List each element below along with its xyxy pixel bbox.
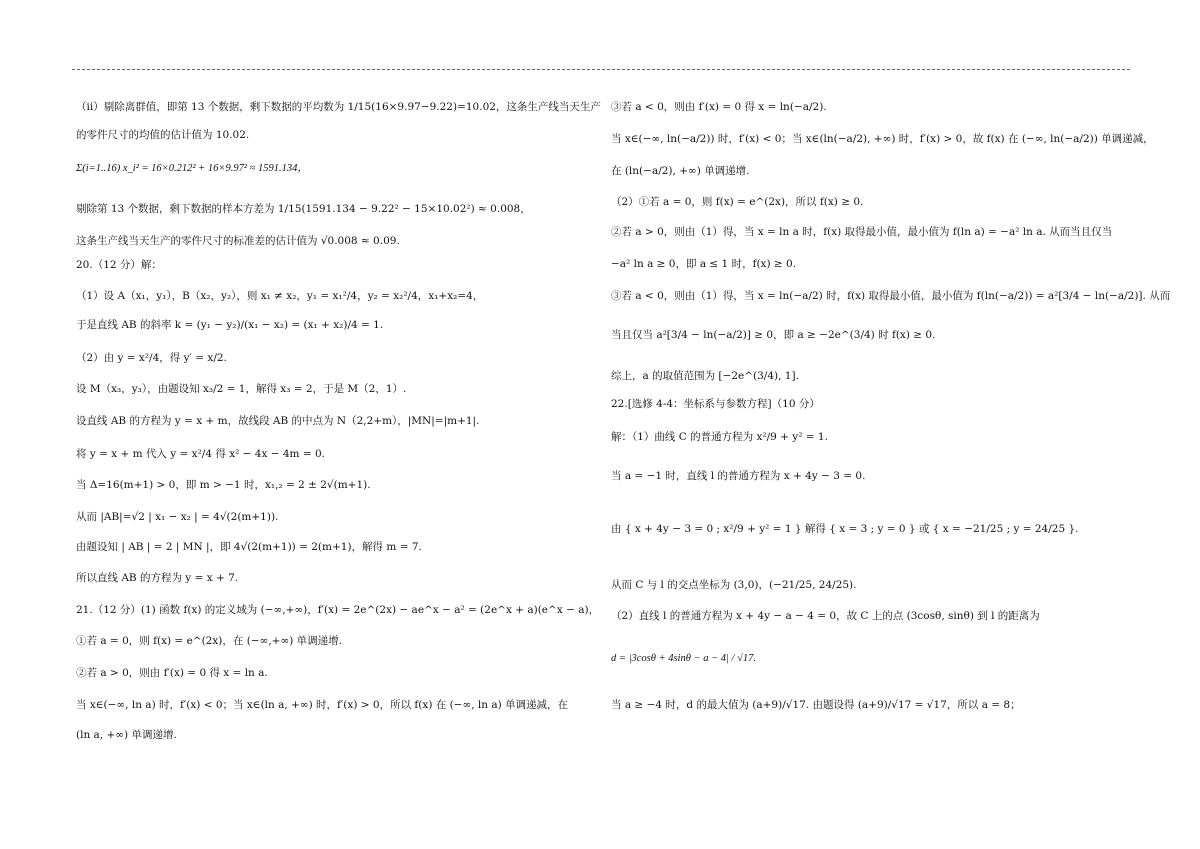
header-divider [72,69,1130,70]
left-line-15: 由题设知 | AB | = 2 | MN |，即 4√(2(m+1)) = 2(m+1)，解得 m = 7. [76,541,422,553]
right-line-3: 在 (ln(−a/2), +∞) 单调递增. [611,165,750,177]
left-line-11: 设直线 AB 的方程为 y = x + m，故线段 AB 的中点为 N（2,2+m），|MN|=|m+1|. [76,415,480,427]
left-line-8: 于是直线 AB 的斜率 k = (y₁ − y₂)/(x₁ − x₂) = (x₁ + x₂)/4 = 1. [76,319,384,331]
left-line-5: 这条生产线当天生产的零件尺寸的标准差的估计值为 √0.008 ≈ 0.09. [76,235,400,247]
left-line-20: 当 x∈(−∞, ln a) 时，f′(x) < 0；当 x∈(ln a, +∞) 时，f′(x) > 0，所以 f(x) 在 (−∞, ln a) 单调递减，在 [76,699,569,711]
left-line-16: 所以直线 AB 的方程为 y = x + 7. [76,572,239,584]
right-line-14: 从而 C 与 l 的交点坐标为 (3,0)，(−21/25, 24/25). [611,579,857,591]
right-line-1: ③若 a < 0，则由 f′(x) = 0 得 x = ln(−a/2). [611,101,827,113]
right-line-11: 解：（1）曲线 C 的普通方程为 x²/9 + y² = 1. [611,431,828,443]
right-line-8: 当且仅当 a²[3/4 − ln(−a/2)] ≥ 0，即 a ≥ −2e^(3/4) 时 f(x) ≥ 0. [611,329,936,341]
left-line-18: ①若 a = 0，则 f(x) = e^(2x)，在 (−∞,+∞) 单调递增. [76,635,343,647]
right-line-7: ③若 a < 0，则由（1）得，当 x = ln(−a/2) 时，f(x) 取得最小值，最小值为 f(ln(−a/2)) = a²[3/4 − ln(−a/2)]. 从而 [611,290,1171,302]
left-line-6: 20.（12 分）解： [76,259,162,271]
left-line-17: 21.（12 分）(1) 函数 f(x) 的定义域为 (−∞,+∞)，f′(x) = 2e^(2x) − ae^x − a² = (2e^x + a)(e^x − a)， [76,604,600,616]
left-line-10: 设 M（x₃，y₃），由题设知 x₃/2 = 1，解得 x₃ = 2，于是 M（2，1）. [76,383,407,395]
left-line-9: （2）由 y = x²/4，得 y′ = x/2. [76,352,227,364]
right-line-15: （2）直线 l 的普通方程为 x + 4y − a − 4 = 0，故 C 上的点 (3cosθ, sinθ) 到 l 的距离为 [611,610,1040,622]
right-line-10: 22.[选修 4-4：坐标系与参数方程]（10 分） [611,398,820,410]
right-line-9: 综上，a 的取值范围为 [−2e^(3/4), 1]. [611,370,799,382]
right-line-16: d = |3cosθ + 4sinθ − a − 4| / √17. [611,653,756,664]
right-line-6: −a² ln a ≥ 0，即 a ≤ 1 时，f(x) ≥ 0. [611,258,797,270]
right-line-2: 当 x∈(−∞, ln(−a/2)) 时，f′(x) < 0；当 x∈(ln(−a/2), +∞) 时，f′(x) > 0，故 f(x) 在 (−∞, ln(−a/2)) 单调递减， [611,133,1154,145]
left-line-4: 剔除第 13 个数据，剩下数据的样本方差为 1/15(1591.134 − 9.22² − 15×10.02²) ≈ 0.008， [76,203,531,215]
left-line-7: （1）设 A（x₁，y₁），B（x₂，y₂），则 x₁ ≠ x₂，y₁ = x₁²/4，y₂ = x₂²/4，x₁+x₂=4， [76,290,484,302]
left-line-21: (ln a, +∞) 单调递增. [76,729,177,741]
left-line-1: （ii）剔除离群值，即第 13 个数据，剩下数据的平均数为 1/15(16×9.97−9.22)=10.02，这条生产线当天生产 [76,101,601,113]
right-line-17: 当 a ≥ −4 时，d 的最大值为 (a+9)/√17. 由题设得 (a+9)/√17 = √17，所以 a = 8； [611,699,1021,711]
left-line-2: 的零件尺寸的均值的估计值为 10.02. [76,129,250,141]
right-line-13: 由 { x + 4y − 3 = 0 ; x²/9 + y² = 1 } 解得 { x = 3 ; y = 0 } 或 { x = −21/25 ; y = 24/25 }. [611,523,1079,535]
left-line-14: 从而 |AB|=√2 | x₁ − x₂ | = 4√(2(m+1)). [76,511,279,523]
right-line-12: 当 a = −1 时，直线 l 的普通方程为 x + 4y − 3 = 0. [611,470,866,482]
left-line-19: ②若 a > 0，则由 f′(x) = 0 得 x = ln a. [76,667,268,679]
right-line-5: ②若 a > 0，则由（1）得，当 x = ln a 时，f(x) 取得最小值，最小值为 f(ln a) = −a² ln a. 从而当且仅当 [611,226,1113,238]
left-line-13: 当 Δ=16(m+1) > 0，即 m > −1 时，x₁,₂ = 2 ± 2√(m+1). [76,479,371,491]
left-line-3: Σ(i=1..16) x_i² = 16×0.212² + 16×9.97² ≈ 1591.134， [76,163,308,174]
right-line-4: （2）①若 a = 0，则 f(x) = e^(2x)，所以 f(x) ≥ 0. [611,196,864,208]
left-line-12: 将 y = x + m 代入 y = x²/4 得 x² − 4x − 4m = 0. [76,448,326,460]
